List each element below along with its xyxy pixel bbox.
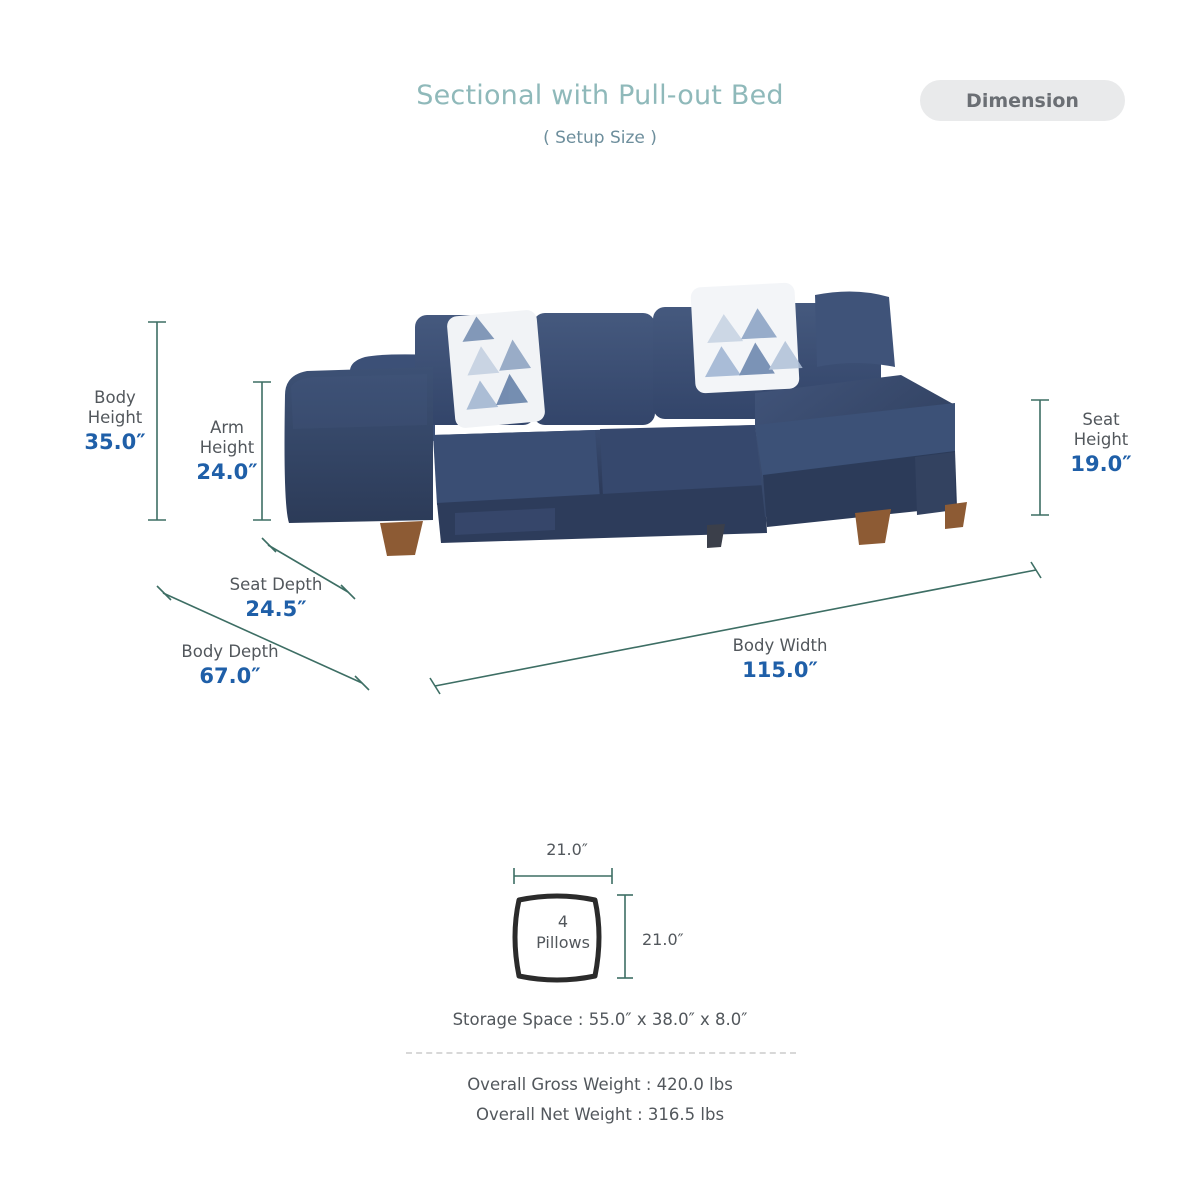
measure-seat-height-label-2: Height <box>1073 430 1129 450</box>
pillow-count-label: Pillows <box>536 932 590 952</box>
measure-seat-height-label-1: Seat <box>1082 410 1120 429</box>
measure-arm-height-label-2: Height <box>199 438 255 458</box>
measure-seat-height-value: 19.0″ <box>1070 452 1132 477</box>
sofa-illustration <box>255 275 1045 565</box>
net-weight-text: Overall Net Weight : 316.5 lbs <box>475 1104 725 1124</box>
accent-pillow-right <box>690 282 803 393</box>
accent-pillow-left <box>446 309 545 428</box>
status-badge: Dimension <box>920 80 1125 121</box>
measure-body-width-value: 115.0″ <box>742 658 818 683</box>
measure-body-height-label-1: Body <box>94 388 136 407</box>
divider <box>406 1052 796 1054</box>
measure-body-width <box>670 636 890 684</box>
measure-body-depth <box>135 642 325 690</box>
measure-body-depth-value: 67.0″ <box>199 664 261 689</box>
left-arm <box>285 367 434 523</box>
measure-body-height <box>60 388 170 456</box>
measure-arm-height-label-1: Arm <box>210 418 244 437</box>
measure-body-height-value: 35.0″ <box>84 430 146 455</box>
measure-seat-depth <box>186 575 366 623</box>
measure-arm-height <box>172 418 282 486</box>
measure-seat-depth-label: Seat Depth <box>229 575 323 594</box>
page-title: Sectional with Pull-out Bed <box>416 80 784 111</box>
measure-seat-height <box>1046 410 1156 478</box>
gross-weight-text: Overall Gross Weight : 420.0 lbs <box>467 1075 733 1094</box>
weights-block <box>0 1070 1200 1129</box>
pillow-count-number: 4 <box>557 912 569 931</box>
pillow-width-label: 21.0″ <box>546 840 588 859</box>
measure-body-depth-label: Body Depth <box>181 642 279 661</box>
chaise <box>755 375 957 527</box>
page-subtitle: ( Setup Size ) <box>543 128 657 148</box>
storage-space-text: Storage Space : 55.0″ x 38.0″ x 8.0″ <box>452 1010 748 1029</box>
measure-seat-depth-value: 24.5″ <box>245 597 307 622</box>
measure-body-width-label: Body Width <box>732 636 828 655</box>
measure-arm-height-value: 24.0″ <box>196 460 258 485</box>
pillow-height-label: 21.0″ <box>642 930 684 949</box>
measure-body-height-label-2: Height <box>87 408 143 428</box>
pillow-count <box>512 912 614 954</box>
